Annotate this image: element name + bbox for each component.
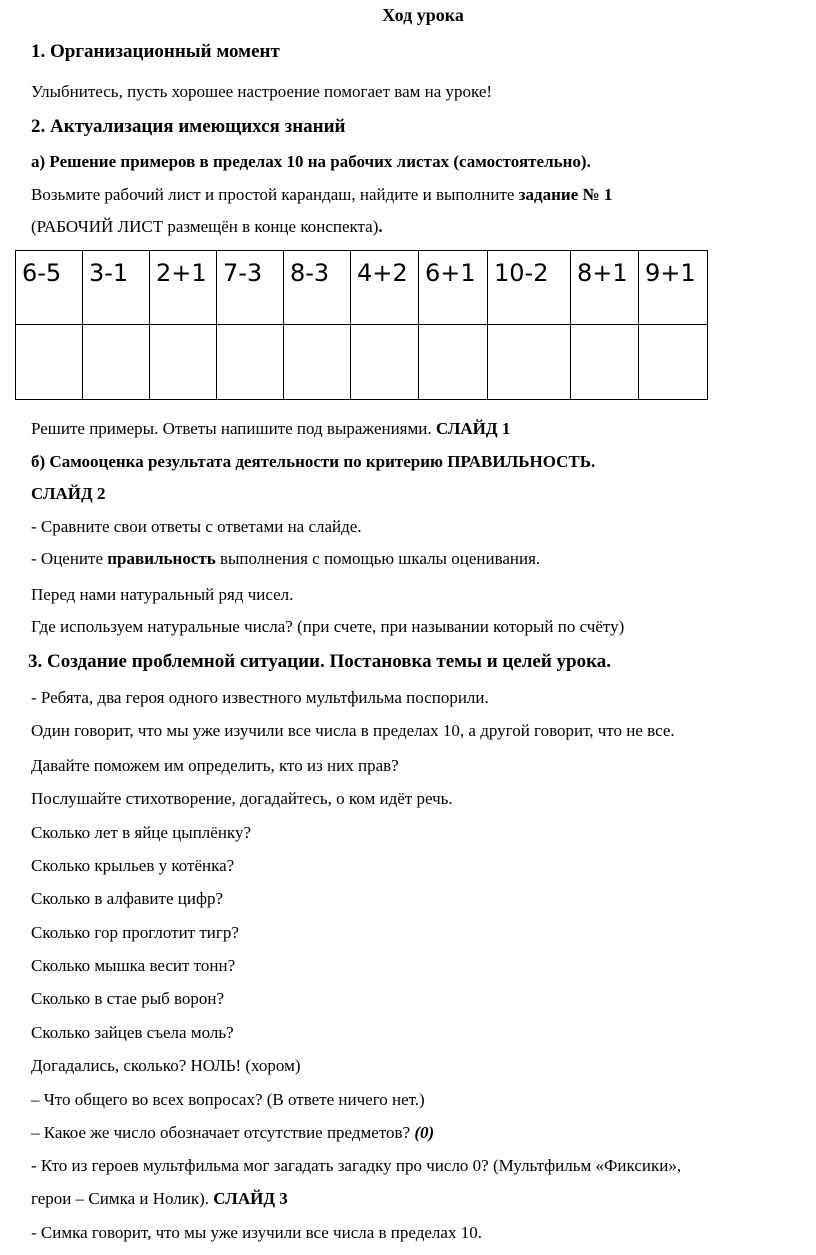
example-cell: 3-1: [83, 251, 150, 325]
section-2-heading: 2. Актуализация имеющихся знаний: [31, 116, 346, 137]
solve-text: Решите примеры. Ответы напишите под выражениями.: [31, 419, 436, 438]
slide-3-label: СЛАЙД 3: [213, 1189, 288, 1208]
example-cell: 6+1: [419, 251, 488, 325]
worksheet-note-period: .: [378, 217, 383, 236]
task-instruction-text: Возьмите рабочий лист и простой карандаш, найдите и выполните: [31, 185, 519, 204]
example-cell: 2+1: [150, 251, 217, 325]
text-line: Один говорит, что мы уже изучили все числа в пределах 10, а другой говорит, что не все.: [31, 721, 675, 740]
answer-cell[interactable]: [16, 325, 83, 400]
text-line: - Ребята, два героя одного известного мультфильма поспорили.: [31, 688, 489, 707]
natural-series-line: Перед нами натуральный ряд чисел.: [31, 585, 294, 604]
poem-line: Сколько крыльев у котёнка?: [31, 856, 235, 875]
subsection-a-heading: а) Решение примеров в пределах 10 на рабочих листах (самостоятельно).: [31, 152, 591, 171]
section-1-text: Улыбнитесь, пусть хорошее настроение помогает вам на уроке!: [31, 82, 493, 101]
compare-answers: - Сравните свои ответы с ответами на слайде.: [31, 517, 362, 536]
worksheet-note: (РАБОЧИЙ ЛИСТ размещён в конце конспекта): [31, 217, 379, 236]
poem-line: Сколько зайцев съела моль?: [31, 1023, 234, 1042]
page-title: Ход урока: [382, 5, 464, 25]
answer-cell[interactable]: [83, 325, 150, 400]
slide-1-label: СЛАЙД 1: [435, 419, 511, 438]
section-3-heading: 3. Создание проблемной ситуации. Постановка темы и целей урока.: [28, 651, 612, 672]
example-cell: 8-3: [284, 251, 351, 325]
examples-table: [15, 250, 707, 400]
slide-2-label: СЛАЙД 2: [31, 484, 106, 503]
evaluate-keyword: правильность: [107, 549, 216, 568]
evaluate-line: [31, 550, 540, 567]
answer-cell[interactable]: [150, 325, 217, 400]
answer-cell[interactable]: [217, 325, 284, 400]
text-line: Давайте поможем им определить, кто из них прав?: [31, 756, 399, 775]
example-cell: 10-2: [488, 251, 571, 325]
task-number: задание № 1: [518, 185, 613, 204]
evaluate-prefix: - Оцените: [31, 549, 108, 568]
zero-question: [31, 1124, 434, 1141]
poem-line: Сколько в стае рыб ворон?: [31, 989, 225, 1008]
answer-cell[interactable]: [284, 325, 351, 400]
example-cell: 4+2: [351, 251, 419, 325]
poem-line: Сколько мышка весит тонн?: [31, 956, 236, 975]
task-instruction-line-1: [31, 186, 612, 203]
text-line: Догадались, сколько? НОЛЬ! (хором): [31, 1056, 301, 1075]
text-line: – Что общего во всех вопросах? (В ответе ничего нет.): [31, 1090, 425, 1109]
zero-answer: (0): [414, 1123, 435, 1142]
poem-line: Сколько лет в яйце цыплёнку?: [31, 823, 251, 842]
poem-line: Сколько в алфавите цифр?: [31, 889, 224, 908]
zero-question-text: – Какое же число обозначает отсутствие предметов?: [31, 1123, 415, 1142]
simka-line: - Симка говорит, что мы уже изучили все числа в пределах 10.: [31, 1223, 482, 1242]
answer-cell[interactable]: [351, 325, 419, 400]
natural-numbers-question: Где используем натуральные числа? (при счете, при назывании который по счёту): [31, 617, 625, 636]
solve-instruction: [31, 420, 510, 437]
subsection-b-heading: б) Самооценка результата деятельности по критерию ПРАВИЛЬНОСТЬ.: [31, 452, 596, 471]
poem-line: Сколько гор проглотит тигр?: [31, 923, 239, 942]
example-cell: 9+1: [639, 251, 708, 325]
example-cell: 7-3: [217, 251, 284, 325]
example-cell: 8+1: [571, 251, 639, 325]
section-1-heading: 1. Организационный момент: [31, 41, 280, 62]
answer-cell[interactable]: [419, 325, 488, 400]
evaluate-suffix: выполнения с помощью шкалы оценивания.: [215, 549, 541, 568]
fixiki-heroes: герои – Симка и Нолик).: [31, 1189, 214, 1208]
fixiki-line-1: - Кто из героев мультфильма мог загадать загадку про число 0? (Мультфильм «Фиксики»,: [31, 1156, 682, 1175]
task-instruction-line-2: [31, 218, 383, 235]
answer-cell[interactable]: [488, 325, 571, 400]
text-line: Послушайте стихотворение, догадайтесь, о ком идёт речь.: [31, 789, 453, 808]
fixiki-line-2: [31, 1190, 288, 1207]
answer-cell[interactable]: [639, 325, 708, 400]
example-cell: 6-5: [16, 251, 83, 325]
answer-cell[interactable]: [571, 325, 639, 400]
